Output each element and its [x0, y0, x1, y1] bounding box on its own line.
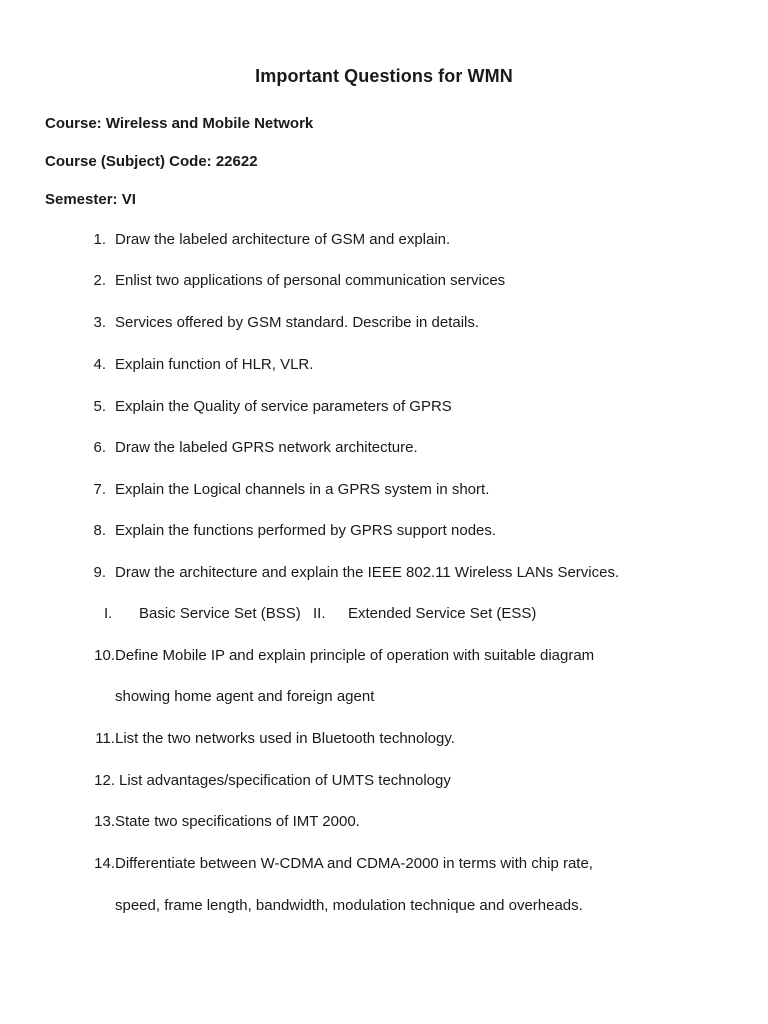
- question-text: Enlist two applications of personal communication services: [115, 272, 506, 289]
- question-text: Services offered by GSM standard. Describe in details.: [115, 314, 480, 331]
- question-text: Differentiate between W-CDMA and CDMA-2000 in terms with chip rate,: [115, 855, 593, 872]
- semester: Semester: VI: [45, 191, 136, 208]
- subitem-number: I.: [104, 605, 113, 622]
- question-text: List advantages/specification of UMTS technology: [119, 772, 451, 789]
- question-number: 8.: [93, 522, 106, 539]
- question-number: 12.: [94, 772, 115, 789]
- question-text: List the two networks used in Bluetooth technology.: [115, 730, 455, 747]
- question-text-continued: speed, frame length, bandwidth, modulation technique and overheads.: [115, 897, 583, 914]
- page-title: Important Questions for WMN: [255, 66, 513, 86]
- question-number: 1.: [93, 231, 106, 248]
- subitem-number: II.: [313, 605, 326, 622]
- question-text: Draw the labeled architecture of GSM and explain.: [115, 231, 451, 248]
- question-text: Explain the Quality of service parameters of GPRS: [115, 398, 452, 415]
- question-number: 10.: [94, 647, 115, 664]
- question-text: Explain the Logical channels in a GPRS system in short.: [115, 481, 490, 498]
- question-number: 5.: [93, 398, 106, 415]
- question-text: Draw the architecture and explain the IEEE 802.11 Wireless LANs Services.: [115, 564, 620, 581]
- question-number: 14.: [94, 855, 115, 872]
- question-number: 6.: [93, 439, 106, 456]
- question-text-continued: showing home agent and foreign agent: [115, 688, 375, 705]
- question-number: 13.: [94, 813, 115, 830]
- course-code: Course (Subject) Code: 22622: [45, 153, 258, 170]
- subitem-text: Basic Service Set (BSS): [139, 605, 301, 622]
- question-number: 3.: [93, 314, 106, 331]
- subitem-text: Extended Service Set (ESS): [348, 605, 537, 622]
- question-number: 4.: [93, 356, 106, 373]
- question-number: 11.: [95, 730, 115, 747]
- question-text: State two specifications of IMT 2000.: [115, 813, 360, 830]
- question-text: Explain the functions performed by GPRS support nodes.: [115, 522, 497, 539]
- course-name: Course: Wireless and Mobile Network: [45, 115, 314, 132]
- question-number: 2.: [93, 272, 106, 289]
- question-text: Define Mobile IP and explain principle of operation with suitable diagram: [115, 647, 595, 664]
- question-number: 9.: [93, 564, 106, 581]
- question-number: 7.: [93, 481, 106, 498]
- question-text: Explain function of HLR, VLR.: [115, 356, 314, 373]
- question-text: Draw the labeled GPRS network architecture.: [115, 439, 418, 456]
